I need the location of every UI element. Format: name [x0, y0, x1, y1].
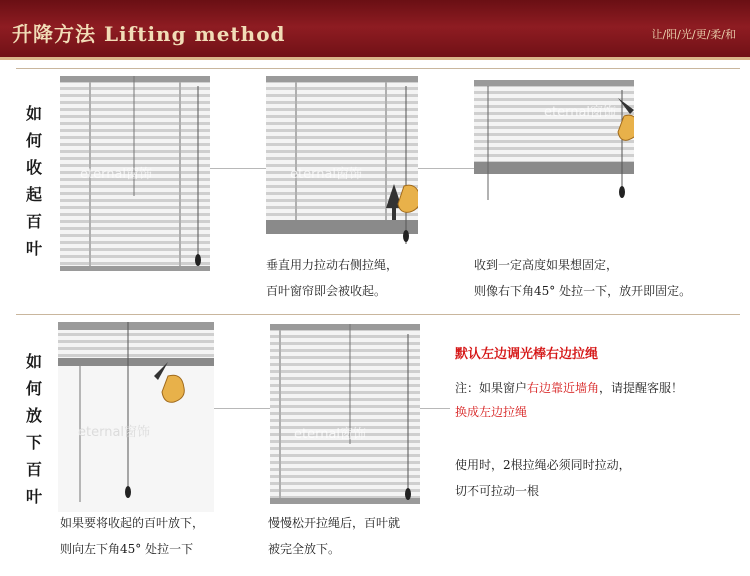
blind-illustration-pulling: [266, 76, 418, 246]
caption-line: 百叶窗帘即会被收起。: [266, 284, 387, 298]
label-char: 放: [25, 406, 42, 425]
label-char: 叶: [25, 239, 42, 258]
notice-heading: 默认左边调光棒右边拉绳: [455, 347, 599, 362]
blind-illustration-lowered: [270, 324, 420, 506]
notice-text: [455, 375, 683, 425]
label-char: 叶: [25, 487, 42, 506]
blind-illustration-release: [58, 322, 214, 512]
caption-line: 如果要将收起的百叶放下，: [60, 516, 205, 530]
notice-highlight: 右边靠近墙角: [527, 381, 600, 395]
connector-line: [418, 168, 474, 169]
caption-line: 则向左下角45° 处拉一下: [60, 542, 194, 556]
blind-illustration-raised: [474, 80, 634, 210]
label-char: 如: [25, 104, 42, 123]
lower-section-label: [22, 348, 46, 510]
watermark: eternal窗饰: [290, 167, 363, 182]
label-char: 何: [25, 379, 42, 398]
caption-raise-step2: [474, 252, 691, 304]
notice-prefix: 注：如果窗户: [455, 381, 528, 395]
caption-line: 被完全放下。: [268, 542, 341, 556]
caption-line: 收到一定高度如果想固定，: [474, 258, 619, 272]
label-char: 如: [25, 352, 42, 371]
banner-rule: [0, 57, 750, 60]
notice-suffix: ，请提醒客服！: [599, 381, 684, 395]
raise-section-label: [22, 100, 46, 262]
caption-line: 垂直用力拉动右侧拉绳，: [266, 258, 399, 272]
connector-line: [418, 408, 450, 409]
notice-line: [455, 375, 683, 401]
watermark: eternal窗饰: [294, 427, 367, 442]
label-char: 起: [25, 185, 42, 204]
label-char: 百: [25, 212, 42, 231]
usage-line: 切不可拉动一根: [455, 484, 540, 498]
section-divider-middle: [16, 314, 740, 315]
watermark: eternal窗饰: [80, 167, 153, 182]
notice-line-red: 换成左边拉绳: [455, 405, 528, 419]
header-banner: [0, 0, 750, 60]
page-title: 升降方法 Lifting method: [12, 22, 286, 46]
tagline: 让/阳/光/更/柔/和: [651, 28, 736, 41]
caption-line: 慢慢松开拉绳后，百叶就: [268, 516, 401, 530]
label-char: 百: [25, 460, 42, 479]
watermark: eternal窗饰: [544, 105, 617, 120]
connector-line: [210, 168, 266, 169]
connector-line: [214, 408, 270, 409]
caption-lower-step2: [268, 510, 400, 562]
label-char: 下: [25, 433, 42, 452]
blind-illustration-full: [60, 76, 210, 274]
caption-line: 则像右下角45° 处拉一下，放开即固定。: [474, 284, 692, 298]
label-char: 何: [25, 131, 42, 150]
caption-lower-step1: [60, 510, 204, 562]
label-char: 收: [25, 158, 42, 177]
usage-note: [455, 452, 631, 504]
caption-raise-step1: [266, 252, 398, 304]
usage-line: 使用时，2根拉绳必须同时拉动，: [455, 458, 631, 472]
watermark: eternal窗饰: [78, 425, 151, 440]
section-divider-top: [16, 68, 740, 69]
